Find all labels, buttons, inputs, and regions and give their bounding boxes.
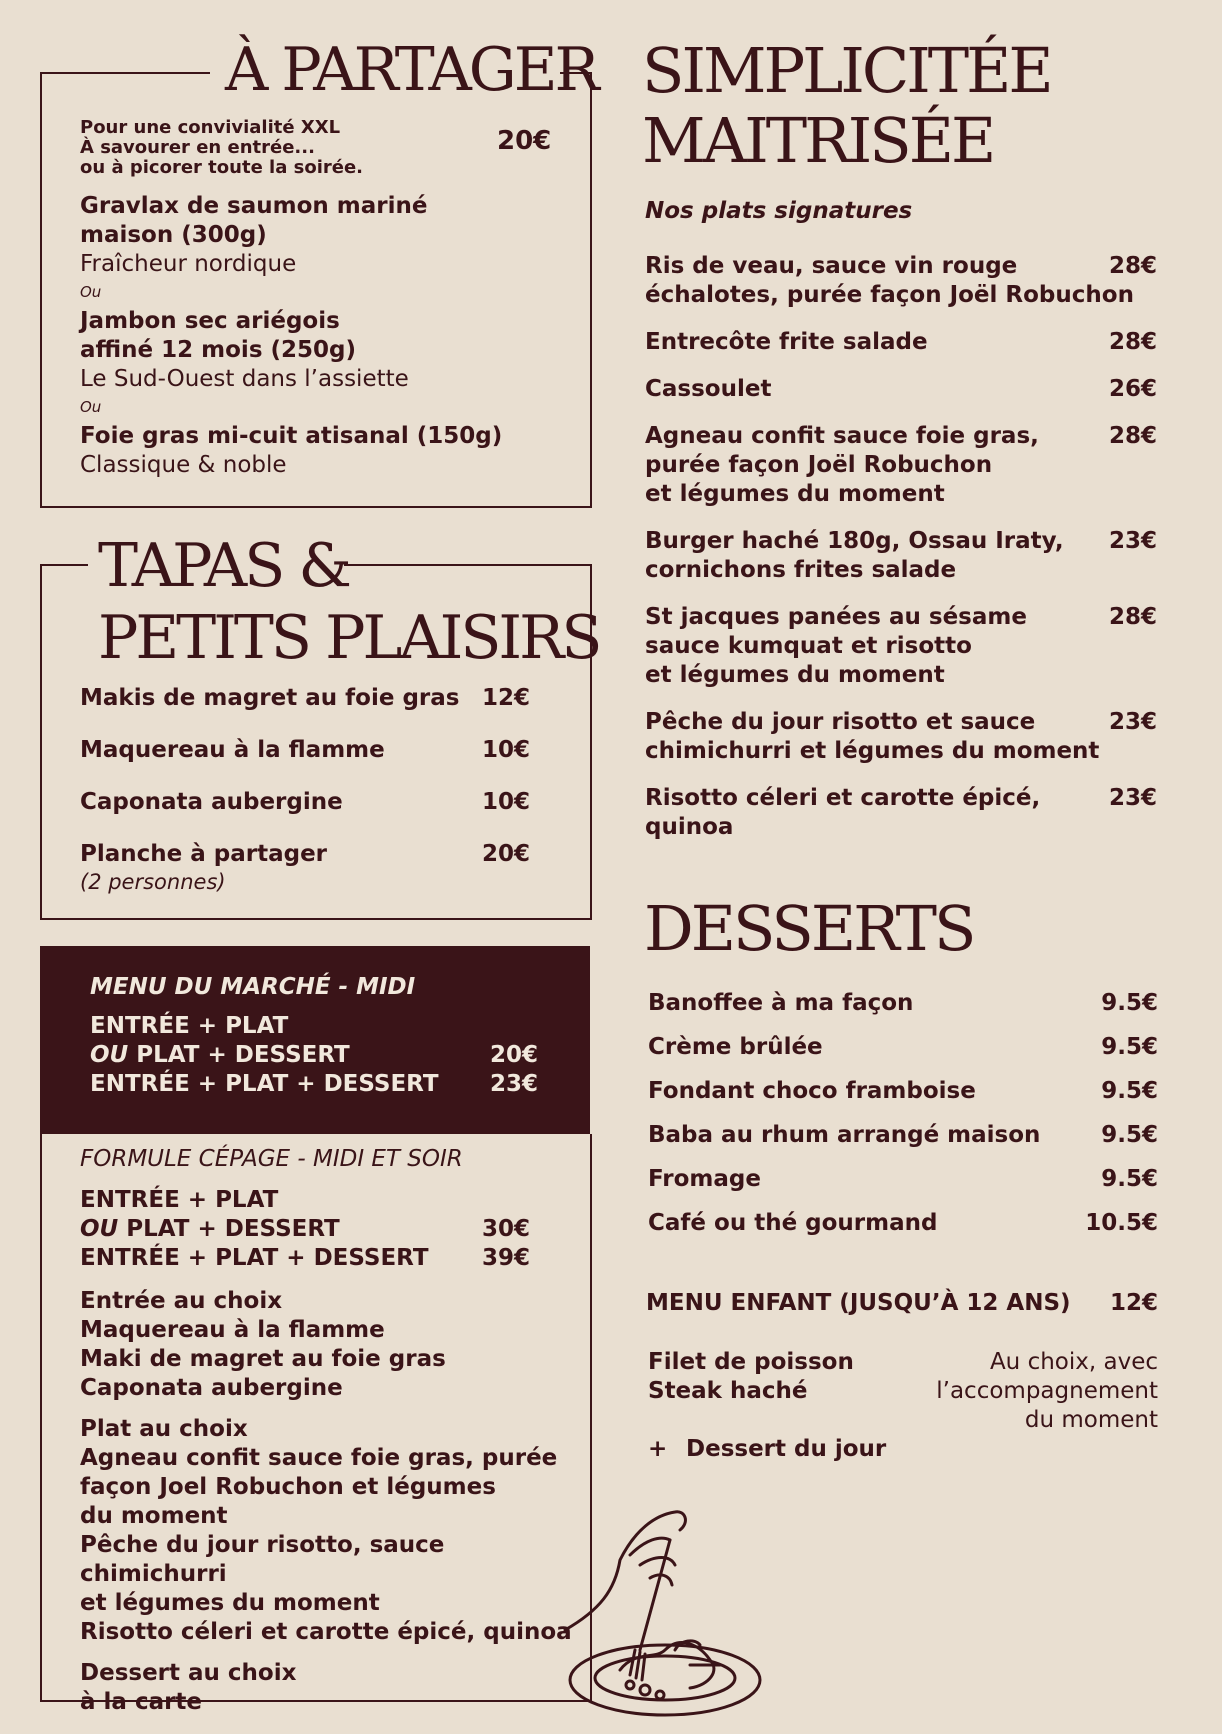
list-item	[80, 840, 530, 869]
dessert-name: Crème brûlée	[648, 1034, 823, 1060]
formule-title: FORMULE CÉPAGE - MIDI ET SOIR	[80, 1146, 463, 1172]
dish-line: sauce kumquat et risotto	[645, 633, 972, 659]
menu-marche-lines	[90, 1012, 538, 1099]
list-item	[645, 784, 1157, 842]
enfant-side-line: l’accompagnement	[936, 1378, 1158, 1404]
tapas-item-name: Maquereau à la flamme	[80, 737, 385, 763]
partager-price: 20€	[497, 126, 552, 156]
dish-line: Agneau confit sauce foie gras,	[645, 423, 1039, 449]
enfant-header	[646, 1290, 1158, 1316]
dessert-price: 9.5€	[1101, 1034, 1158, 1060]
enfant-title: MENU ENFANT (JUSQU’À 12 ANS)	[646, 1290, 1071, 1316]
formule-dessert-title: Dessert au choix	[80, 1660, 297, 1686]
enfant-side-line: Au choix, avec	[989, 1349, 1158, 1375]
desserts-list	[648, 988, 1158, 1252]
partager-intro-line: ou à picorer toute la soirée.	[80, 157, 364, 178]
tapas-item-price: 12€	[481, 685, 530, 711]
list-item	[80, 736, 530, 788]
dish-line: purée façon Joël Robuchon	[645, 452, 993, 478]
formule-line: PLAT + DESSERT	[118, 1216, 340, 1242]
partager-or: Ou	[80, 398, 102, 416]
dish-line: Pêche du jour risotto et sauce	[645, 709, 1036, 735]
menu-marche-line: ENTRÉE + PLAT	[90, 1013, 289, 1039]
formule-entree: Maquereau à la flamme	[80, 1317, 385, 1343]
tapas-title: PETITS PLAISIRS	[98, 603, 600, 673]
list-item	[645, 328, 1157, 357]
menu-marche-line: ENTRÉE + PLAT + DESSERT	[90, 1071, 439, 1097]
menu-marche-box	[40, 946, 590, 1134]
formule-line: ENTRÉE + PLAT	[80, 1187, 279, 1213]
list-item	[645, 375, 1157, 404]
tapas-item-note: (2 personnes)	[80, 870, 226, 894]
dessert-price: 9.5€	[1101, 1166, 1158, 1192]
tapas-item-name: Planche à partager	[80, 841, 328, 867]
tapas-item-price: 10€	[481, 789, 530, 815]
formule-ou: OU	[80, 1216, 119, 1242]
list-item	[648, 1076, 1158, 1120]
partager-item-name: affiné 12 mois (250g)	[80, 337, 357, 363]
list-item	[645, 527, 1157, 585]
dessert-name: Banoffee à ma façon	[648, 990, 914, 1016]
partager-or: Ou	[80, 283, 102, 301]
list-item	[645, 422, 1157, 509]
simplicite-title: SIMPLICITÉE	[642, 34, 1051, 107]
formule-plat-block	[80, 1415, 580, 1647]
list-item	[648, 1208, 1158, 1252]
enfant-dessert-text: Dessert du jour	[686, 1436, 887, 1462]
dish-price: 28€	[1108, 604, 1157, 630]
dish-line: Burger haché 180g, Ossau Iraty,	[645, 528, 1064, 554]
partager-intro	[80, 118, 520, 178]
formule-price: 30€	[481, 1216, 530, 1242]
formule-line-row	[80, 1244, 530, 1273]
dessert-name: Baba au rhum arrangé maison	[648, 1122, 1041, 1148]
list-item	[645, 252, 1157, 310]
partager-item-name: Gravlax de saumon mariné	[80, 193, 428, 219]
partager-item-name: maison (300g)	[80, 222, 267, 248]
dish-line: Risotto céleri et carotte épicé,	[645, 785, 1041, 811]
menu-marche-line: PLAT + DESSERT	[128, 1042, 350, 1068]
formule-plat: du moment	[80, 1503, 228, 1529]
enfant-price: 12€	[1109, 1290, 1158, 1316]
dessert-price: 10.5€	[1085, 1210, 1158, 1236]
dish-price: 28€	[1108, 423, 1157, 449]
tapas-list	[80, 684, 530, 895]
dessert-name: Café ou thé gourmand	[648, 1210, 938, 1236]
formule-plat: Risotto céleri et carotte épicé, quinoa	[80, 1619, 572, 1645]
partager-item-desc: Classique & noble	[80, 452, 287, 478]
tapas-item-name: Makis de magret au foie gras	[80, 685, 460, 711]
tapas-item-name: Caponata aubergine	[80, 789, 343, 815]
simplicite-list	[645, 252, 1157, 842]
formule-content	[80, 1144, 580, 1717]
partager-title: À PARTAGER	[225, 35, 597, 105]
formule-price: 39€	[481, 1245, 530, 1271]
list-item	[648, 1120, 1158, 1164]
tapas-title: TAPAS &	[98, 531, 349, 601]
formule-line-row	[80, 1215, 530, 1244]
formule-plat: Pêche du jour risotto, sauce chimichurri	[80, 1532, 445, 1587]
dish-price: 28€	[1108, 329, 1157, 355]
enfant-side-line: du moment	[1024, 1407, 1158, 1433]
enfant-choice: Filet de poisson	[648, 1349, 854, 1375]
enfant-side	[880, 1348, 1158, 1435]
list-item	[648, 988, 1158, 1032]
enfant-choices	[648, 1348, 854, 1406]
menu-marche-title: MENU DU MARCHÉ - MIDI	[90, 974, 416, 1000]
formule-line: ENTRÉE + PLAT + DESSERT	[80, 1245, 429, 1271]
partager-item-name: Jambon sec ariégois	[80, 308, 340, 334]
dish-price: 23€	[1108, 785, 1157, 811]
dish-line: quinoa	[645, 814, 734, 840]
dish-line: échalotes, purée façon Joël Robuchon	[645, 282, 1134, 308]
formule-plat: façon Joel Robuchon et légumes	[80, 1474, 496, 1500]
formule-plat-title: Plat au choix	[80, 1416, 248, 1442]
formule-plat: et légumes du moment	[80, 1590, 380, 1616]
tapas-item-price: 20€	[481, 841, 530, 867]
dessert-name: Fromage	[648, 1166, 761, 1192]
formule-dessert-text: à la carte	[80, 1689, 203, 1715]
menu-marche-line-row	[90, 1041, 538, 1070]
list-item	[648, 1032, 1158, 1076]
dish-line: et légumes du moment	[645, 662, 945, 688]
dish-line: Cassoulet	[645, 376, 772, 402]
dish-price: 26€	[1108, 376, 1157, 402]
dish-price: 23€	[1108, 528, 1157, 554]
partager-intro-line: Pour une convivialité XXL	[80, 117, 341, 138]
dish-line: et légumes du moment	[645, 481, 945, 507]
formule-entree: Maki de magret au foie gras	[80, 1346, 446, 1372]
dish-price: 28€	[1108, 253, 1157, 279]
list-item	[645, 603, 1157, 690]
formule-entree-block	[80, 1287, 580, 1403]
menu-marche-ou: OU	[90, 1042, 129, 1068]
dish-line: Entrecôte frite salade	[645, 329, 928, 355]
list-item	[645, 708, 1157, 766]
partager-item-desc: Fraîcheur nordique	[80, 251, 297, 277]
formule-entree: Caponata aubergine	[80, 1375, 343, 1401]
list-item	[648, 1164, 1158, 1208]
hand-fork-plate-illustration	[560, 1500, 770, 1720]
menu-marche-price: 20€	[489, 1042, 538, 1068]
enfant-dessert	[648, 1436, 886, 1462]
partager-intro-line: À savourer en entrée...	[80, 137, 315, 158]
simplicite-title: MAITRISÉE	[642, 104, 994, 177]
partager-items	[80, 192, 570, 480]
dish-line: cornichons frites salade	[645, 557, 957, 583]
enfant-choice: Steak haché	[648, 1378, 808, 1404]
formule-dessert-block	[80, 1659, 580, 1717]
list-item	[80, 684, 530, 736]
partager-item-name: Foie gras mi-cuit atisanal (150g)	[80, 423, 503, 449]
formule-plat: Agneau confit sauce foie gras, purée	[80, 1445, 558, 1471]
dish-price: 23€	[1108, 709, 1157, 735]
dessert-price: 9.5€	[1101, 1122, 1158, 1148]
menu-marche-line-row	[90, 1070, 538, 1099]
dessert-price: 9.5€	[1101, 1078, 1158, 1104]
menu-marche-price: 23€	[489, 1071, 538, 1097]
plus-icon: +	[648, 1436, 668, 1462]
partager-item-desc: Le Sud-Ouest dans l’assiette	[80, 366, 409, 392]
simplicite-subtitle: Nos plats signatures	[645, 198, 913, 224]
formule-lines	[80, 1186, 530, 1273]
dish-line: Ris de veau, sauce vin rouge	[645, 253, 1018, 279]
tapas-item-price: 10€	[481, 737, 530, 763]
desserts-title: DESSERTS	[644, 892, 974, 965]
formule-entree-title: Entrée au choix	[80, 1288, 283, 1314]
dish-line: chimichurri et légumes du moment	[645, 738, 1100, 764]
dessert-name: Fondant choco framboise	[648, 1078, 976, 1104]
dish-line: St jacques panées au sésame	[645, 604, 1027, 630]
list-item	[80, 788, 530, 840]
dessert-price: 9.5€	[1101, 990, 1158, 1016]
